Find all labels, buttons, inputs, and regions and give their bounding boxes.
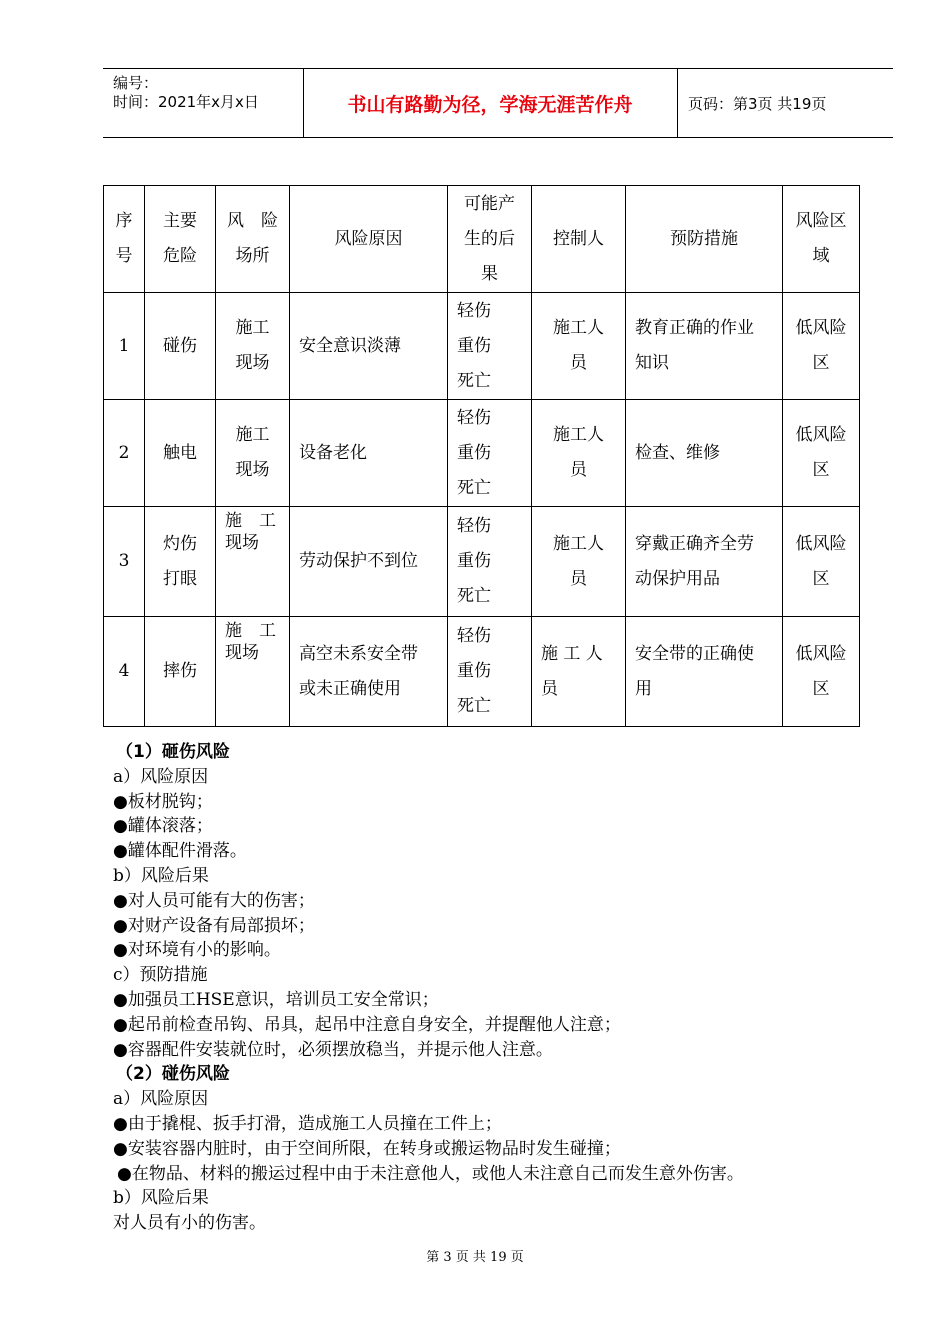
table-row xyxy=(104,507,860,617)
page-header xyxy=(103,68,893,138)
col-header-measure: 预防措施 xyxy=(626,186,783,293)
risk-table xyxy=(103,185,860,727)
header-motto: 书山有路勤为径，学海无涯苦作舟 xyxy=(303,69,678,137)
cell-measure: 安全带的正确使 用 xyxy=(626,617,783,727)
table-row xyxy=(104,293,860,400)
cell-cause: 设备老化 xyxy=(290,400,448,507)
section-heading: （2）碰伤风险 xyxy=(116,1064,230,1085)
col-header-hazard: 主要 危险 xyxy=(145,186,216,293)
bullet-item: ●罐体滚落； xyxy=(113,816,213,837)
bullet-item: ●在物品、材料的搬运过程中由于未注意他人，或他人未注意自己而发生意外伤害。 xyxy=(117,1163,744,1184)
cell-hazard: 灼伤 打眼 xyxy=(145,507,216,617)
cell-measure: 穿戴正确齐全劳 动保护用品 xyxy=(626,507,783,617)
bullet-item: ●安装容器内脏时，由于空间所限，在转身或搬运物品时发生碰撞； xyxy=(113,1138,621,1159)
header-time-label: 时间：2021年x月x日 xyxy=(113,93,259,111)
bullet-item: ●对人员可能有大的伤害； xyxy=(113,890,315,911)
bullet-item: ●罐体配件滑落。 xyxy=(113,841,247,862)
subheading: b）风险后果 xyxy=(113,1188,209,1209)
cell-no: 1 xyxy=(104,293,145,400)
cell-result: 轻伤 重伤 死亡 xyxy=(448,293,532,400)
bullet-item: ●由于撬棍、扳手打滑，造成施工人员撞在工件上； xyxy=(113,1113,502,1134)
paragraph: 对人员有小的伤害。 xyxy=(113,1213,266,1234)
cell-cause: 安全意识淡薄 xyxy=(290,293,448,400)
cell-cause: 劳动保护不到位 xyxy=(290,507,448,617)
col-header-result: 可能产 生的后 果 xyxy=(448,186,532,293)
bullet-item: ●加强员工HSE意识，培训员工安全常识； xyxy=(113,989,439,1010)
footer-page-number: 第 3 页 共 19 页 xyxy=(426,1250,524,1265)
cell-result: 轻伤 重伤 死亡 xyxy=(448,617,532,727)
cell-controller: 施工人 员 xyxy=(532,400,626,507)
bullet-item: ●起吊前检查吊钩、吊具，起吊中注意自身安全，并提醒他人注意； xyxy=(113,1014,621,1035)
col-header-controller: 控制人 xyxy=(532,186,626,293)
cell-result: 轻伤 重伤 死亡 xyxy=(448,400,532,507)
cell-controller: 施工人 员 xyxy=(532,507,626,617)
cell-result: 轻伤 重伤 死亡 xyxy=(448,507,532,617)
bullet-item: ●容器配件安装就位时，必须摆放稳当，并提示他人注意。 xyxy=(113,1039,553,1060)
cell-controller: 施 工 人 员 xyxy=(532,617,626,727)
cell-zone: 低风险 区 xyxy=(783,293,860,400)
col-header-zone: 风险区 域 xyxy=(783,186,860,293)
cell-hazard: 触电 xyxy=(145,400,216,507)
cell-hazard: 摔伤 xyxy=(145,617,216,727)
bullet-item: ●对环境有小的影响。 xyxy=(113,940,281,961)
bullet-item: ●对财产设备有局部损坏； xyxy=(113,915,315,936)
bullet-item: ●板材脱钩； xyxy=(113,791,213,812)
cell-no: 3 xyxy=(104,507,145,617)
col-header-cause: 风险原因 xyxy=(290,186,448,293)
col-header-no: 序 号 xyxy=(104,186,145,293)
cell-site: 施 工 现场 xyxy=(216,617,290,727)
cell-site: 施工 现场 xyxy=(216,293,290,400)
cell-site: 施工 现场 xyxy=(216,400,290,507)
table-row xyxy=(104,400,860,507)
cell-controller: 施工人 员 xyxy=(532,293,626,400)
cell-site: 施 工 现场 xyxy=(216,507,290,617)
page-footer xyxy=(0,1246,950,1265)
cell-measure: 教育正确的作业 知识 xyxy=(626,293,783,400)
cell-zone: 低风险 区 xyxy=(783,400,860,507)
cell-no: 2 xyxy=(104,400,145,507)
col-header-site: 风 险 场所 xyxy=(216,186,290,293)
cell-zone: 低风险 区 xyxy=(783,507,860,617)
cell-hazard: 碰伤 xyxy=(145,293,216,400)
section-heading: （1）砸伤风险 xyxy=(116,742,230,762)
header-meta xyxy=(103,69,304,137)
header-page-label: 页码：第3页 共19页 xyxy=(688,94,827,113)
cell-zone: 低风险 区 xyxy=(783,617,860,727)
subheading: c）预防措施 xyxy=(113,965,208,986)
subheading: a）风险原因 xyxy=(113,766,209,787)
body-text xyxy=(113,740,873,1236)
table-row xyxy=(104,617,860,727)
table-header-row xyxy=(104,186,860,293)
subheading: b）风险后果 xyxy=(113,865,209,886)
cell-measure: 检查、维修 xyxy=(626,400,783,507)
header-number-label: 编号： xyxy=(113,74,159,92)
subheading: a）风险原因 xyxy=(113,1089,209,1110)
cell-cause: 高空未系安全带 或未正确使用 xyxy=(290,617,448,727)
cell-no: 4 xyxy=(104,617,145,727)
